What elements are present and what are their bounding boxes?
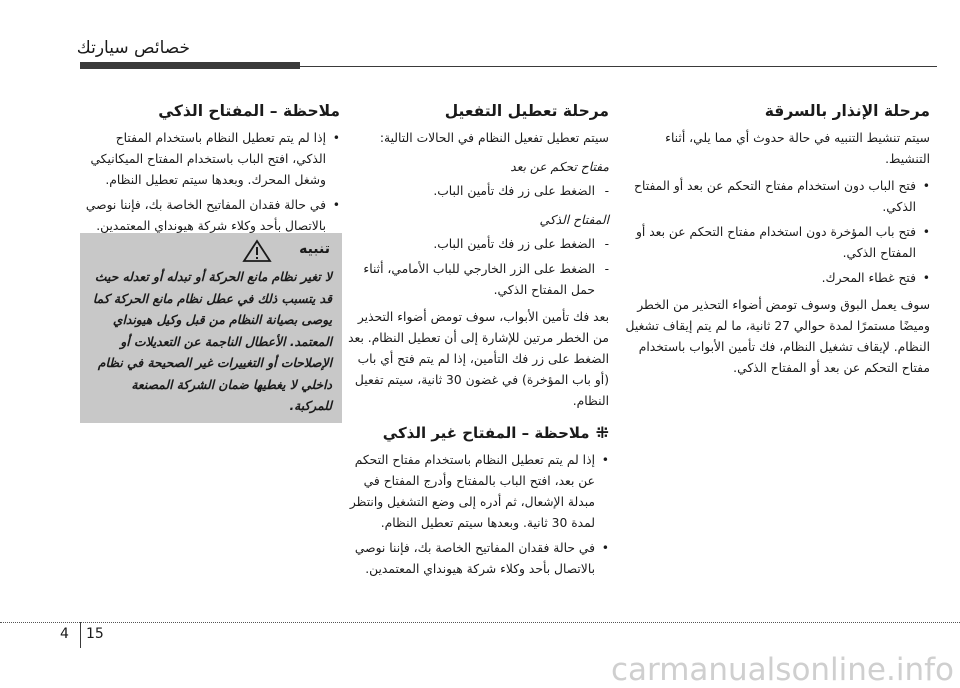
smart-key-note-heading: ملاحظة – المفتاح الذكي bbox=[158, 102, 340, 120]
smart-key-subheading: المفتاح الذكي bbox=[539, 213, 609, 227]
note-icon: ⁜ bbox=[595, 423, 609, 442]
notice-box bbox=[80, 233, 342, 423]
disarm-heading: مرحلة تعطيل التفعيل bbox=[444, 102, 609, 120]
theft-alarm-column bbox=[622, 100, 930, 385]
watermark: carmanualsonline.info bbox=[610, 652, 954, 688]
warning-triangle-icon bbox=[242, 239, 272, 263]
list-item: - الضغط على الزر الخارجي للباب الأمامي، أثناء حمل المفتاح الذكي. bbox=[347, 259, 595, 301]
header-rule-thick bbox=[80, 62, 300, 69]
theft-alarm-heading: مرحلة الإنذار بالسرقة bbox=[764, 102, 930, 120]
disarm-column bbox=[347, 100, 609, 586]
disarm-paragraph: بعد فك تأمين الأبواب، سوف تومض أضواء التحذير من الخطر مرتين للإشارة إلى أن تعطيل النظام. بعد الضغط على زر فك التأمين، إذا لم يتم فتح أي باب (أو باب المؤخرة) في غضون 30 ثانية، سيتم تفعيل النظام. bbox=[348, 310, 609, 408]
list-item: • في حالة فقدان المفاتيح الخاصة بك، فإننا نوصي بالاتصال بأحد وكلاء شركة هيونداي المعتمدين. bbox=[80, 195, 326, 237]
non-smart-key-note-list bbox=[347, 450, 609, 580]
theft-alarm-intro: سيتم تنشيط التنبيه في حالة حدوث أي مما يلي، أثناء التنشيط. bbox=[665, 131, 930, 166]
notice-text: لا تغير نظام مانع الحركة أو تبدله أو تعدله حيث قد يتسبب ذلك في عطل نظام مانع الحركة كما يوصى بصيانة النظام من قبل وكيل هيونداي المعتمد. الأعطال الناجمة عن التعديلات أو الإصلاحات أو التغييرات غير الصحيحة في نظام داخلي لا يغطيها ضمان الشركة المصنعة للمركبة. bbox=[92, 270, 332, 413]
smart-key-note-list bbox=[80, 128, 340, 237]
list-item: • فتح باب المؤخرة دون استخدام مفتاح التحكم عن بعد أو المفتاح الذكي. bbox=[622, 222, 916, 264]
page-number: 15 bbox=[86, 626, 104, 642]
list-item: - الضغط على زر فك تأمين الباب. bbox=[347, 181, 595, 202]
remote-key-list bbox=[347, 181, 609, 202]
disarm-intro: سيتم تعطيل تفعيل النظام في الحالات التالية: bbox=[379, 131, 609, 145]
non-smart-key-note-heading: ⁜ملاحظة – المفتاح غير الذكي bbox=[382, 423, 609, 442]
list-item: - الضغط على زر فك تأمين الباب. bbox=[347, 234, 595, 255]
header-title: خصائص سيارتك bbox=[76, 38, 190, 58]
remote-key-subheading: مفتاح تحكم عن بعد bbox=[510, 160, 609, 174]
theft-alarm-paragraph: سوف يعمل البوق وسوف تومض أضواء التحذير من الخطر وميضًا مستمرًا لمدة حوالي 27 ثانية، ما لم يتم إيقاف تشغيل النظام. لإيقاف تشغيل النظام، فك تأمين الأبواب باستخدام مفتاح التحكم عن بعد أو المفتاح الذكي. bbox=[625, 298, 930, 375]
list-item: • فتح الباب دون استخدام مفتاح التحكم عن بعد أو المفتاح الذكي. bbox=[622, 176, 916, 218]
list-item: • إذا لم يتم تعطيل النظام باستخدام مفتاح التحكم عن بعد، افتح الباب بالمفتاح وأدرج المفتاح في مبدلة الإشعال، ثم أدره إلى وضع التشغيل وانتظر لمدة 30 ثانية. وبعدها سيتم تعطيل النظام. bbox=[347, 450, 595, 534]
list-item: • إذا لم يتم تعطيل النظام باستخدام المفتاح الذكي، افتح الباب باستخدام المفتاح الميكانيكي وشغل المحرك. وبعدها سيتم تعطيل النظام. bbox=[80, 128, 326, 191]
smart-key-note-column bbox=[80, 100, 340, 243]
header-rule-thin bbox=[300, 66, 937, 67]
section-number: 4 bbox=[60, 626, 69, 642]
theft-alarm-list bbox=[622, 176, 930, 289]
footer-rule bbox=[0, 622, 960, 623]
list-item: • فتح غطاء المحرك. bbox=[622, 268, 916, 289]
list-item: • في حالة فقدان المفاتيح الخاصة بك، فإننا نوصي بالاتصال بأحد وكلاء شركة هيونداي المعتمدين. bbox=[347, 538, 595, 580]
footer-divider bbox=[80, 622, 81, 648]
smart-key-list bbox=[347, 234, 609, 301]
notice-title: تنبيه bbox=[299, 241, 330, 257]
